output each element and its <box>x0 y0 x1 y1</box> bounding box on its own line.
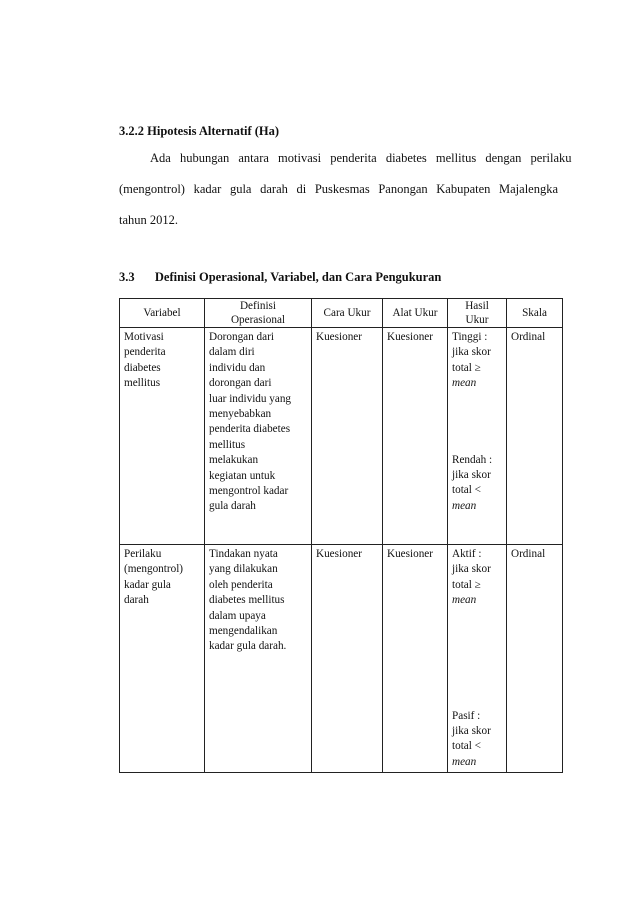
text-line: total ≥ <box>452 361 481 374</box>
text-line: jika skor <box>452 725 491 738</box>
section-heading-definisi <box>119 270 441 285</box>
cell-definisi <box>205 545 312 773</box>
text-line: mean <box>452 594 477 607</box>
header-definisi-line: Operasional <box>230 314 286 326</box>
header-cara-ukur: Cara Ukur <box>312 299 383 328</box>
section-title: Definisi Operasional, Variabel, dan Cara Pengukuran <box>154 270 442 284</box>
cell-definisi <box>205 328 312 545</box>
text-line: kadar gula <box>124 578 171 591</box>
text-line: mean <box>452 377 477 390</box>
text-line: mean <box>452 755 477 768</box>
text-line: yang dilakukan <box>209 563 278 576</box>
text-line: (mengontrol) <box>124 563 184 576</box>
header-definisi-line: Definisi <box>239 300 277 312</box>
cell-alat-ukur: Kuesioner <box>383 328 448 545</box>
paragraph-line-1 <box>150 151 572 166</box>
cell-hasil-ukur <box>448 328 507 545</box>
table-row <box>120 545 563 773</box>
header-definisi <box>205 299 312 328</box>
text-line: kegiatan untuk <box>209 469 276 482</box>
header-variabel: Variabel <box>120 299 205 328</box>
cell-cara-ukur: Kuesioner <box>312 545 383 773</box>
header-hasil-line: Hasil <box>465 300 489 312</box>
text-line: melakukan <box>209 454 259 467</box>
text-line: mengendalikan <box>209 625 278 638</box>
text-line: mean <box>452 499 477 512</box>
text-line: Tinggi : <box>452 331 488 343</box>
section-number: 3.3 <box>119 270 135 284</box>
cell-variabel <box>120 328 205 545</box>
text-line: total ≥ <box>452 578 481 591</box>
text-line: Perilaku <box>124 548 162 560</box>
text-line: mengontrol kadar <box>209 485 289 498</box>
cell-hasil-ukur <box>448 545 507 773</box>
cell-variabel <box>120 545 205 773</box>
cell-skala: Ordinal <box>507 545 563 773</box>
header-alat-ukur: Alat Ukur <box>383 299 448 328</box>
spacer <box>452 609 502 709</box>
text-line: kadar gula darah. <box>209 640 287 653</box>
text-line: mellitus <box>209 438 246 451</box>
text-line: jika skor <box>452 563 491 576</box>
text-line: oleh penderita <box>209 578 273 591</box>
text-line: diabetes mellitus <box>209 594 285 607</box>
header-hasil-line: Ukur <box>465 314 489 326</box>
paragraph-line-3: tahun 2012. <box>119 213 179 227</box>
header-skala: Skala <box>507 299 563 328</box>
operational-definition-table <box>119 298 563 773</box>
text-line: gula darah <box>209 500 256 513</box>
text-line: menyebabkan <box>209 408 272 421</box>
text-line: penderita diabetes <box>209 423 291 436</box>
paragraph-line-2: (mengontrol) kadar gula darah di Puskesmas Panongan Kabupaten Majalengka <box>119 182 559 196</box>
text-line: Aktif : <box>452 548 482 560</box>
paragraph-text: Ada hubungan antara motivasi penderita diabetes mellitus dengan perilaku <box>150 151 572 165</box>
cell-alat-ukur: Kuesioner <box>383 545 448 773</box>
table-row <box>120 328 563 545</box>
text-line: penderita <box>124 346 166 359</box>
text-line: darah <box>124 594 149 607</box>
text-line: Motivasi <box>124 331 164 343</box>
table-header-row <box>120 299 563 328</box>
header-hasil-ukur <box>448 299 507 328</box>
text-line: total < <box>452 484 481 497</box>
text-line: individu dan <box>209 361 266 374</box>
text-line: jika skor <box>452 469 491 482</box>
spacer <box>452 392 502 453</box>
cell-skala: Ordinal <box>507 328 563 545</box>
text-line: Dorongan dari <box>209 331 274 343</box>
text-line: Pasif : <box>452 709 481 722</box>
text-line: dalam diri <box>209 346 255 359</box>
text-line: total < <box>452 740 481 753</box>
text-line: mellitus <box>124 377 161 390</box>
text-line: Rendah : <box>452 453 493 466</box>
text-line: jika skor <box>452 346 491 359</box>
text-line: dalam upaya <box>209 609 266 622</box>
text-line: diabetes <box>124 361 161 374</box>
text-line: luar individu yang <box>209 392 292 405</box>
section-heading-hipotesis: 3.2.2 Hipotesis Alternatif (Ha) <box>119 124 280 138</box>
text-line: dorongan dari <box>209 377 272 390</box>
text-line: Tindakan nyata <box>209 548 278 560</box>
cell-cara-ukur: Kuesioner <box>312 328 383 545</box>
